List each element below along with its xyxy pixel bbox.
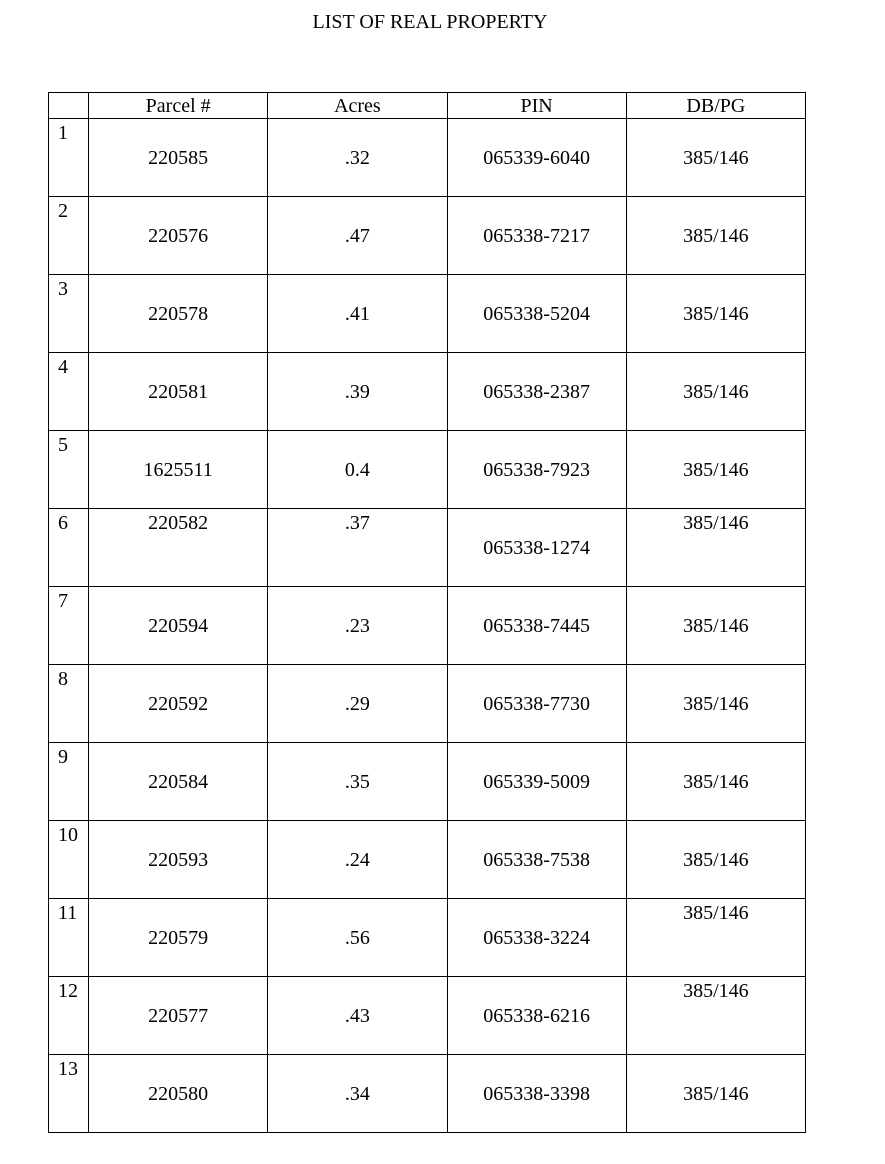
table-row (49, 509, 806, 587)
pin-cell: 065338-7538 (447, 821, 626, 899)
row-number: 9 (49, 743, 89, 821)
dbpg-cell: 385/146 (626, 119, 805, 197)
dbpg-cell: 385/146 (626, 977, 805, 1055)
row-number: 6 (49, 509, 89, 587)
pin-cell: 065338-1274 (447, 509, 626, 587)
pin-cell: 065338-3224 (447, 899, 626, 977)
row-number: 12 (49, 977, 89, 1055)
parcel-cell: 220580 (89, 1055, 268, 1133)
parcel-cell: 220593 (89, 821, 268, 899)
table-row (49, 431, 806, 509)
row-number: 5 (49, 431, 89, 509)
parcel-cell: 220581 (89, 353, 268, 431)
table-row (49, 119, 806, 197)
row-number: 1 (49, 119, 89, 197)
pin-cell: 065338-2387 (447, 353, 626, 431)
acres-cell: .41 (268, 275, 447, 353)
table-row (49, 899, 806, 977)
parcel-cell: 220578 (89, 275, 268, 353)
dbpg-cell: 385/146 (626, 509, 805, 587)
table-row (49, 1055, 806, 1133)
parcel-cell: 220579 (89, 899, 268, 977)
acres-cell: .43 (268, 977, 447, 1055)
dbpg-cell: 385/146 (626, 899, 805, 977)
dbpg-cell: 385/146 (626, 431, 805, 509)
header-parcel: Parcel # (89, 93, 268, 119)
acres-cell: .47 (268, 197, 447, 275)
header-acres: Acres (268, 93, 447, 119)
parcel-cell: 220576 (89, 197, 268, 275)
header-pin: PIN (447, 93, 626, 119)
dbpg-cell: 385/146 (626, 275, 805, 353)
page-title: LIST OF REAL PROPERTY (312, 11, 548, 33)
acres-cell: .24 (268, 821, 447, 899)
table-body (49, 119, 806, 1133)
acres-cell: .56 (268, 899, 447, 977)
acres-cell: .37 (268, 509, 447, 587)
row-number: 2 (49, 197, 89, 275)
table-row (49, 197, 806, 275)
parcel-cell: 220577 (89, 977, 268, 1055)
table-header-row (49, 93, 806, 119)
row-number: 10 (49, 821, 89, 899)
acres-cell: .39 (268, 353, 447, 431)
acres-cell: .34 (268, 1055, 447, 1133)
dbpg-cell: 385/146 (626, 197, 805, 275)
acres-cell: 0.4 (268, 431, 447, 509)
dbpg-cell: 385/146 (626, 1055, 805, 1133)
dbpg-cell: 385/146 (626, 587, 805, 665)
acres-cell: .29 (268, 665, 447, 743)
table-row (49, 743, 806, 821)
header-dbpg: DB/PG (626, 93, 805, 119)
parcel-cell: 1625511 (89, 431, 268, 509)
pin-cell: 065338-5204 (447, 275, 626, 353)
acres-cell: .32 (268, 119, 447, 197)
pin-cell: 065339-5009 (447, 743, 626, 821)
pin-cell: 065338-7730 (447, 665, 626, 743)
pin-cell: 065338-7923 (447, 431, 626, 509)
pin-cell: 065338-7445 (447, 587, 626, 665)
property-table (48, 92, 806, 1133)
dbpg-cell: 385/146 (626, 665, 805, 743)
row-number: 11 (49, 899, 89, 977)
acres-cell: .35 (268, 743, 447, 821)
row-number: 13 (49, 1055, 89, 1133)
pin-cell: 065338-3398 (447, 1055, 626, 1133)
parcel-cell: 220582 (89, 509, 268, 587)
parcel-cell: 220592 (89, 665, 268, 743)
pin-cell: 065339-6040 (447, 119, 626, 197)
parcel-cell: 220584 (89, 743, 268, 821)
table-row (49, 821, 806, 899)
acres-cell: .23 (268, 587, 447, 665)
row-number: 4 (49, 353, 89, 431)
dbpg-cell: 385/146 (626, 821, 805, 899)
parcel-cell: 220594 (89, 587, 268, 665)
table-row (49, 353, 806, 431)
row-number: 3 (49, 275, 89, 353)
pin-cell: 065338-7217 (447, 197, 626, 275)
table-row (49, 665, 806, 743)
dbpg-cell: 385/146 (626, 743, 805, 821)
table-row (49, 275, 806, 353)
header-row-number (49, 93, 89, 119)
table-row (49, 587, 806, 665)
row-number: 7 (49, 587, 89, 665)
dbpg-cell: 385/146 (626, 353, 805, 431)
row-number: 8 (49, 665, 89, 743)
pin-cell: 065338-6216 (447, 977, 626, 1055)
parcel-cell: 220585 (89, 119, 268, 197)
table-row (49, 977, 806, 1055)
